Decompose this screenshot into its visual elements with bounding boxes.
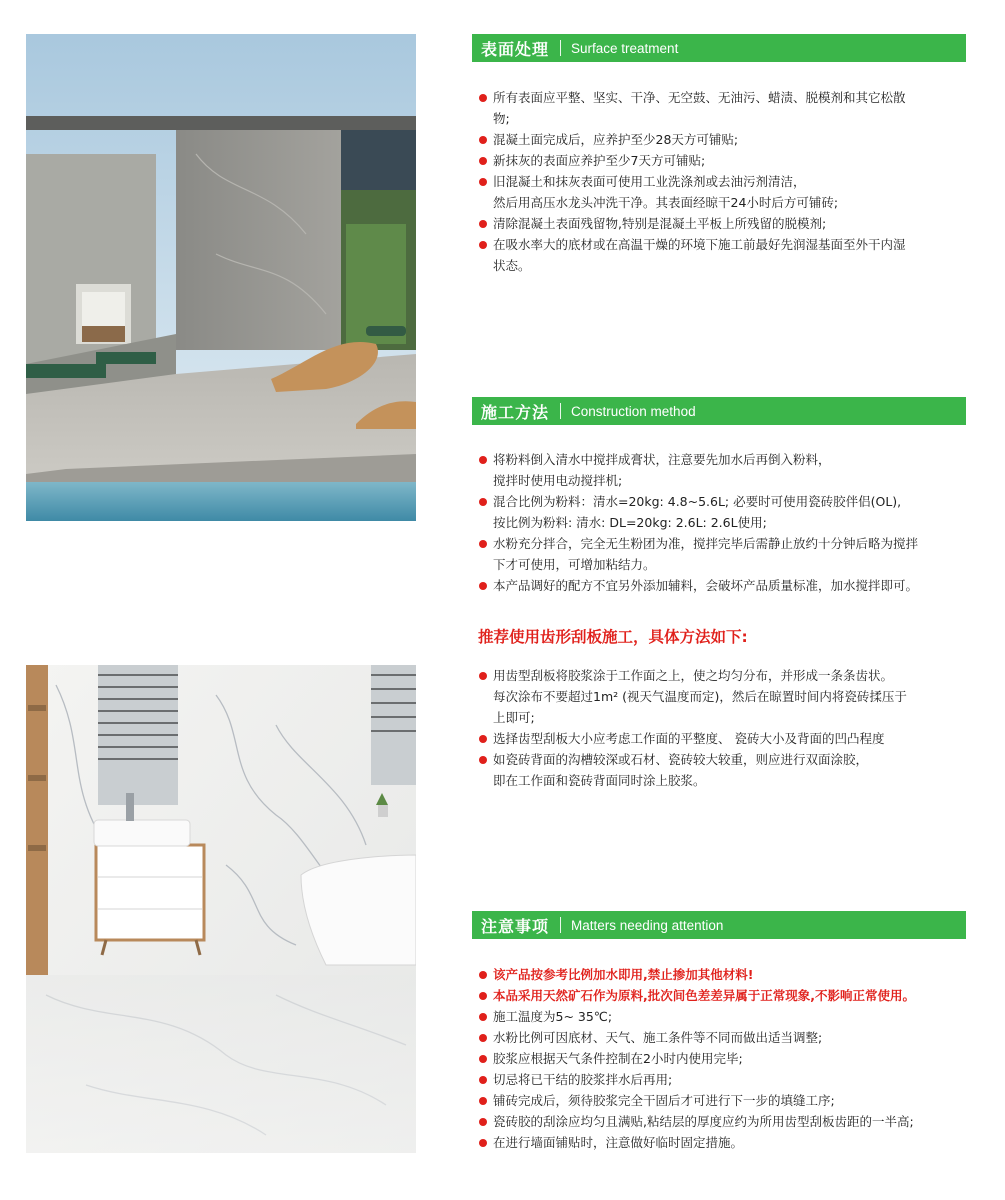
bullet-icon (479, 1097, 487, 1105)
list-item (478, 1132, 970, 1153)
list-item (478, 150, 970, 171)
list-item (478, 728, 970, 749)
outdoor-patio-photo (26, 34, 416, 521)
list-item-text: 在吸水率大的底材或在高温干燥的环境下施工前最好先润湿基面至外干内湿 (493, 237, 906, 252)
list-item-text: 本产品调好的配方不宜另外添加辅料，会破坏产品质量标准，加水搅拌即可。 (493, 578, 919, 593)
surface-treatment-header (472, 34, 966, 62)
list-item (478, 129, 970, 150)
list-item-text: 本品采用天然矿石作为原料,批次间色差差异属于正常现象,不影响正常使用。 (493, 988, 915, 1003)
construction-list-2 (478, 665, 970, 791)
bullet-icon (479, 157, 487, 165)
attention-header (472, 911, 966, 939)
attention-list (478, 964, 970, 1153)
bullet-icon (479, 1034, 487, 1042)
list-item-text: 混凝土面完成后，应养护至少28天方可铺贴; (493, 132, 739, 147)
list-item-text: 如瓷砖背面的沟槽较深或石材、瓷砖较大较重，则应进行双面涂胶， (493, 752, 869, 767)
list-item-text: 混合比例为粉料：清水=20kg: 4.8~5.6L; 必要时可使用瓷砖胶伴侣(OL), (493, 494, 902, 509)
list-item (478, 533, 970, 575)
list-item-text: 水粉充分拌合，完全无生粉团为准，搅拌完毕后需静止放约十分钟后略为搅拌 (493, 536, 919, 551)
bullet-icon (479, 1055, 487, 1063)
bullet-icon (479, 1076, 487, 1084)
list-item (478, 1069, 970, 1090)
construction-method-header (472, 397, 966, 425)
bullet-icon (479, 241, 487, 249)
list-item (478, 749, 970, 791)
list-item-text: 搅拌时使用电动搅拌机; (493, 473, 623, 488)
list-item (478, 234, 970, 276)
list-item-text: 用齿型刮板将胶浆涂于工作面之上，使之均匀分布，并形成一条条齿状。 (493, 668, 894, 683)
list-item-text: 切忌将已干结的胶浆拌水后再用; (493, 1072, 673, 1087)
list-item (478, 1048, 970, 1069)
list-item-text: 物; (493, 111, 510, 126)
list-item (478, 575, 970, 596)
bullet-icon (479, 756, 487, 764)
list-item (478, 213, 970, 234)
header-divider (560, 403, 561, 419)
list-item-text: 新抹灰的表面应养护至少7天方可铺贴; (493, 153, 706, 168)
list-item-text: 胶浆应根据天气条件控制在2小时内使用完毕; (493, 1051, 743, 1066)
list-item (478, 449, 970, 491)
bullet-icon (479, 498, 487, 506)
bullet-icon (479, 735, 487, 743)
list-item (478, 665, 970, 728)
bullet-icon (479, 672, 487, 680)
list-item (478, 1027, 970, 1048)
list-item (478, 491, 970, 533)
bullet-icon (479, 1118, 487, 1126)
marble-bathroom-photo (26, 665, 416, 1153)
bullet-icon (479, 1139, 487, 1147)
list-item-text: 状态。 (493, 258, 531, 273)
list-item (478, 1006, 970, 1027)
header-divider (560, 917, 561, 933)
bullet-icon (479, 992, 487, 1000)
bullet-icon (479, 136, 487, 144)
list-item-text: 按比例为粉料: 清水: DL=20kg: 2.6L: 2.6L使用; (493, 515, 767, 530)
list-item-text: 铺砖完成后，须待胶浆完全干固后才可进行下一步的填缝工序; (493, 1093, 835, 1108)
list-item-text: 在进行墙面铺贴时，注意做好临时固定措施。 (493, 1135, 744, 1150)
list-item-text: 清除混凝土表面残留物,特别是混凝土平板上所残留的脱模剂; (493, 216, 827, 231)
list-item-text: 水粉比例可因底材、天气、施工条件等不同而做出适当调整; (493, 1030, 823, 1045)
bullet-icon (479, 94, 487, 102)
surface-list (478, 87, 970, 276)
bullet-icon (479, 582, 487, 590)
attention-title-en: Matters needing attention (571, 917, 724, 933)
bullet-icon (479, 220, 487, 228)
bullet-icon (479, 540, 487, 548)
surface-title-en: Surface treatment (571, 40, 679, 56)
surface-title-zh: 表面处理 (481, 39, 550, 59)
construction-title-zh: 施工方法 (481, 402, 550, 422)
list-item-text: 该产品按参考比例加水即用,禁止掺加其他材料! (493, 967, 754, 982)
attention-title-zh: 注意事项 (481, 916, 550, 936)
bullet-icon (479, 178, 487, 186)
construction-list (478, 449, 970, 596)
list-item-text: 所有表面应平整、坚实、干净、无空鼓、无油污、蜡渍、脱模剂和其它松散 (493, 90, 906, 105)
list-item (478, 1090, 970, 1111)
list-item-text: 选择齿型刮板大小应考虑工作面的平整度、 瓷砖大小及背面的凹凸程度 (493, 731, 885, 746)
list-item-text: 然后用高压水龙头冲洗干净。其表面经晾干24小时后方可铺砖; (493, 195, 839, 210)
list-item-text: 下才可使用，可增加粘结力。 (493, 557, 656, 572)
list-item (478, 964, 970, 985)
list-item-text: 旧混凝土和抹灰表面可使用工业洗涤剂或去油污剂清洁， (493, 174, 806, 189)
list-item (478, 87, 970, 129)
bullet-icon (479, 456, 487, 464)
header-divider (560, 40, 561, 56)
construction-title-en: Construction method (571, 403, 696, 419)
list-item-text: 上即可; (493, 710, 535, 725)
list-item-text: 将粉料倒入清水中搅拌成膏状，注意要先加水后再倒入粉料， (493, 452, 831, 467)
list-item-text: 瓷砖胶的刮涂应均匀且满贴,粘结层的厚度应约为所用齿型刮板齿距的一半高; (493, 1114, 914, 1129)
list-item (478, 1111, 970, 1132)
list-item-text: 即在工作面和瓷砖背面同时涂上胶浆。 (493, 773, 706, 788)
construction-subheading: 推荐使用齿形刮板施工，具体方法如下: (478, 628, 748, 646)
list-item (478, 985, 970, 1006)
list-item (478, 171, 970, 213)
list-item-text: 每次涂布不要超过1m² (视天气温度而定)，然后在晾置时间内将瓷砖揉压于 (493, 689, 907, 704)
list-item-text: 施工温度为5~ 35℃; (493, 1009, 613, 1024)
bullet-icon (479, 1013, 487, 1021)
bullet-icon (479, 971, 487, 979)
